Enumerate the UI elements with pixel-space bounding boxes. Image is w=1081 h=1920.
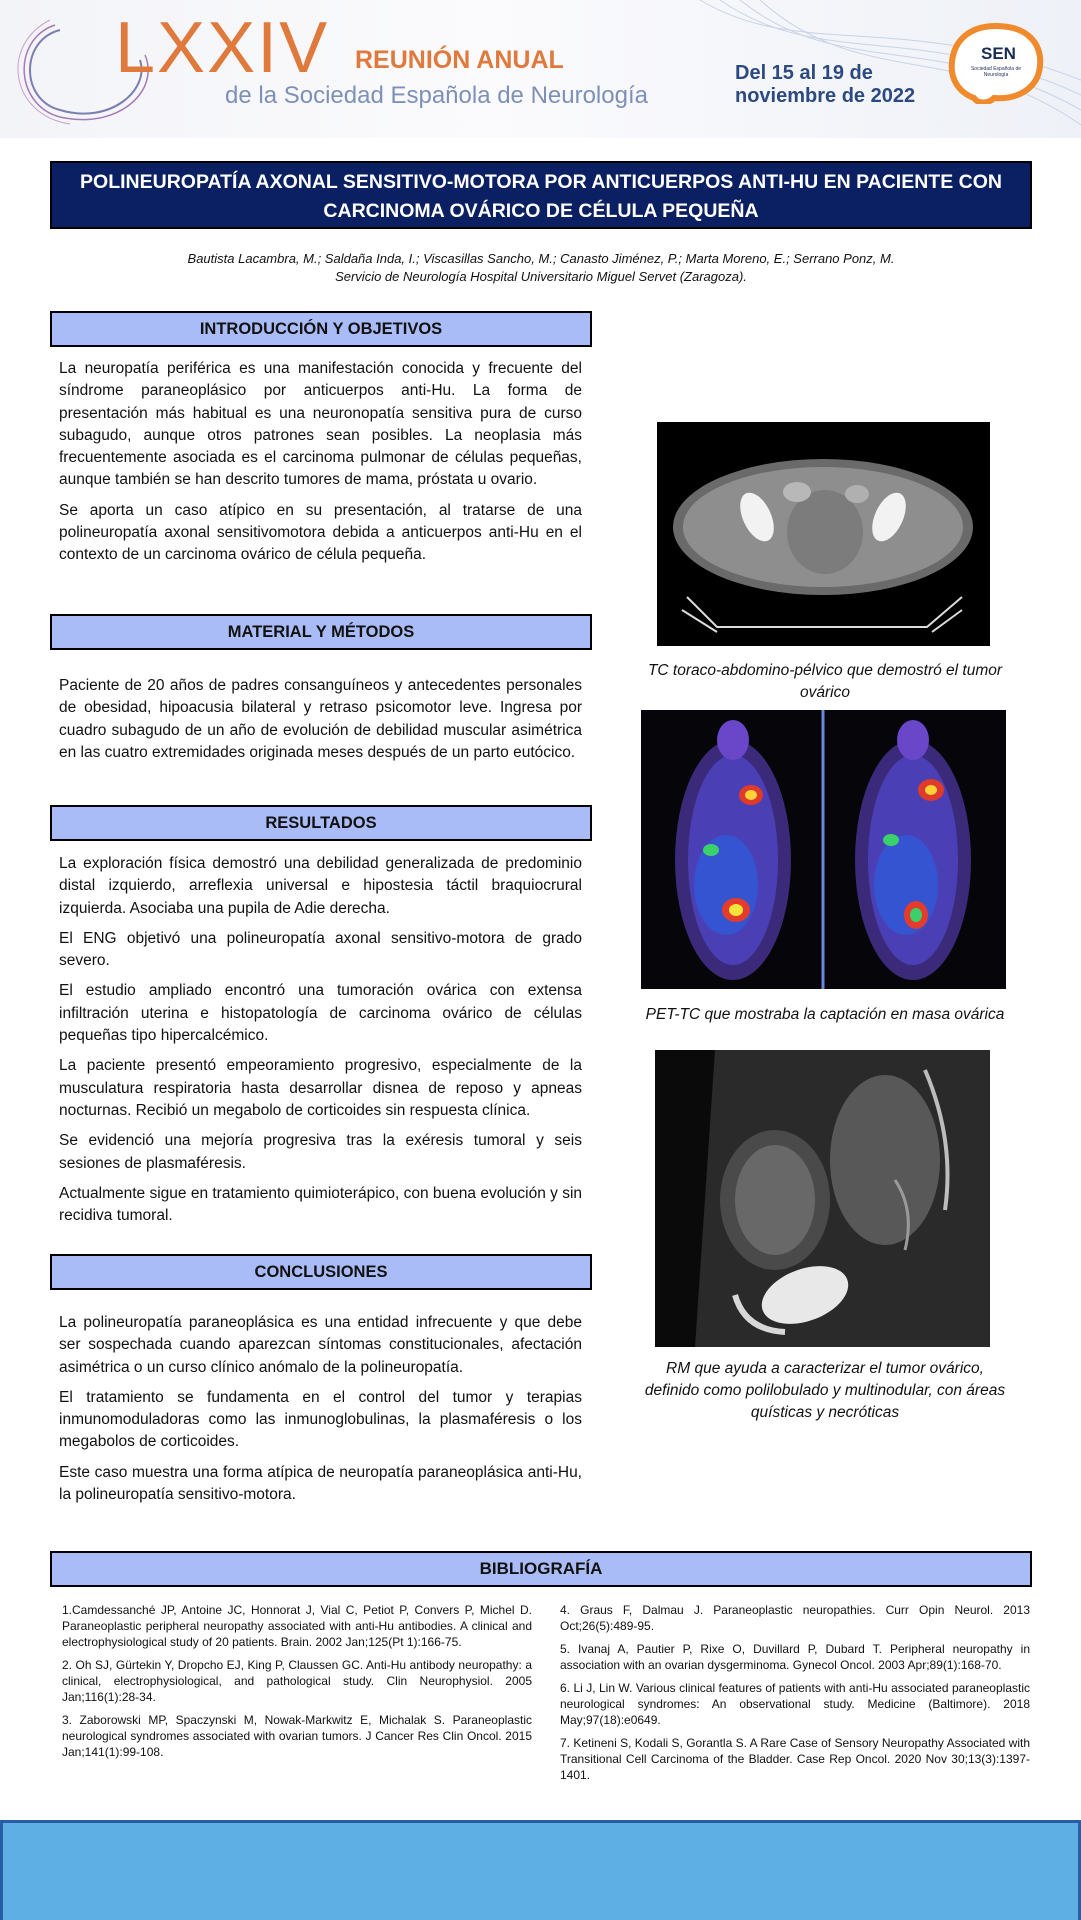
authors-block — [50, 250, 1032, 286]
mri-caption: RM que ayuda a caracterizar el tumor ovárico, definido como polilobulado y multinodular, con áreas quísticas y necróticas — [644, 1360, 1006, 1421]
intro-heading: INTRODUCCIÓN Y OBJETIVOS — [50, 311, 592, 347]
reunion-anual-label: REUNIÓN ANUAL — [355, 46, 564, 74]
header-banner — [0, 0, 1081, 138]
ct-caption: TC toraco-abdomino-pélvico que demostró el tumor ovárico — [647, 662, 1003, 701]
methods-paragraph-1: Paciente de 20 años de padres consanguíneos y antecedentes personales de obesidad, hipoacusia bilateral y retraso psicomotor leve. Ingresa por cuadro subagudo de un año de evolución de debilidad muscular asimétrica en las cuatro extremidades originada meses después de un parto eutócico. — [59, 677, 582, 761]
reference-item: 1.Camdessanché JP, Antoine JC, Honnorat J, Vial C, Petiot P, Convers P, Michel D. Paraneoplastic peripheral neuropathy associated with anti-Hu antibodies. A clinical and electrophysiological study of 20 patients. Brain. 2002 Jan;125(Pt 1):166-75. — [62, 1603, 532, 1649]
intro-paragraph-2: Se aporta un caso atípico en su presentación, al tratarse de una polineuropatía axonal sensitivomotora debida a anticuerpos anti-Hu en el contexto de un carcinoma ovárico de célula pequeña. — [59, 501, 582, 564]
edition-number: LXXIV — [115, 8, 330, 88]
mri-image — [655, 1050, 990, 1347]
results-text — [59, 853, 582, 1235]
bibliography-heading: BIBLIOGRAFÍA — [50, 1551, 1032, 1587]
sen-logo-subtext: Sociedad Española de Neurología — [970, 66, 1022, 78]
footer-band — [0, 1820, 1081, 1920]
results-paragraph-6: Actualmente sigue en tratamiento quimioterápico, con buena evolución y sin recidiva tumoral. — [59, 1184, 583, 1225]
results-paragraph-5: Se evidenció una mejoría progresiva tras la exéresis tumoral y seis sesiones de plasmaféresis. — [59, 1132, 582, 1172]
bibliography-right-column — [560, 1602, 1030, 1790]
poster-title: POLINEUROPATÍA AXONAL SENSITIVO-MOTORA POR ANTICUERPOS ANTI-HU EN PACIENTE CON CARCINOMA OVÁRICO DE CÉLULA PEQUEÑA — [50, 161, 1032, 229]
intro-paragraph-1: La neuropatía periférica es una manifestación conocida y frecuente del síndrome paraneoplásico por anticuerpos anti-Hu. La forma de presentación más habitual es una neuronopatía sensitiva pura de curso subagudo, aunque otros patrones sean posibles. La neoplasia más frecuentemente asociada es el carcinoma pulmonar de células pequeñas, aunque también se han descrito tumores de mama, próstata u ovario. — [59, 360, 582, 489]
results-paragraph-1: La exploración física demostró una debilidad generalizada de predominio distal izquierdo, arreflexia universal e hipostesia táctil braquiocrural izquierda. Asociaba una pupila de Adie derecha. — [59, 855, 582, 917]
results-paragraph-4: La paciente presentó empeoramiento progresivo, especialmente de la musculatura respiratoria hasta desarrollar disnea de reposo y apneas nocturnas. Recibió un megabolo de corticoides sin respuesta clínica. — [59, 1057, 582, 1119]
conclusions-heading: CONCLUSIONES — [50, 1254, 592, 1290]
methods-heading: MATERIAL Y MÉTODOS — [50, 614, 592, 650]
pet-ct-caption: PET-TC que mostraba la captación en masa ovárica — [645, 1006, 1005, 1023]
conclusions-paragraph-1: La polineuropatía paraneoplásica es una entidad infrecuente y que debe ser sospechada cuando aparezcan síntomas constitucionales, afectación asimétrica o un curso clínico anómalo de la polineuropatía. — [59, 1314, 582, 1376]
sen-logo-text: SEN — [981, 44, 1016, 63]
affiliation: Servicio de Neurología Hospital Universitario Miguel Servet (Zaragoza). — [335, 269, 747, 284]
reference-item: 6. Li J, Lin W. Various clinical features of patients with anti-Hu associated paraneoplastic neurological syndromes: An observational study. Medicine (Baltimore). 2018 May;97(18):e0649. — [560, 1681, 1030, 1727]
reference-item: 5. Ivanaj A, Pautier P, Rixe O, Duvillard P, Dubard T. Peripheral neuropathy in association with an ovarian dysgerminoma. Gynecol Oncol. 2003 Apr;89(1):168-70. — [560, 1642, 1030, 1672]
authors-list: Bautista Lacambra, M.; Saldaña Inda, I.; Viscasillas Sancho, M.; Canasto Jiménez, P.; Marta Moreno, E.; Serrano Ponz, M. — [187, 251, 895, 266]
reference-item: 2. Oh SJ, Gürtekin Y, Dropcho EJ, King P, Claussen GC. Anti-Hu antibody neuropathy: a clinical, electrophysiological, and pathological study. Clin Neurophysiol. 2005 Jan;116(1):28-34. — [62, 1658, 532, 1704]
dates-line-2: noviembre de 2022 — [735, 85, 916, 107]
bibliography-left-column — [62, 1602, 532, 1767]
dates-line-1: Del 15 al 19 de — [735, 62, 873, 84]
results-paragraph-3: El estudio ampliado encontró una tumoración ovárica con extensa infiltración uterina e histopatología de carcinoma ovárico de células pequeñas tipo hipercalcémico. — [59, 982, 582, 1045]
conclusions-paragraph-3: Este caso muestra una forma atípica de neuropatía paraneoplásica anti-Hu, la polineuropatía sensitivo-motora. — [59, 1463, 582, 1504]
reference-item: 7. Ketineni S, Kodali S, Gorantla S. A Rare Case of Sensory Neuropathy Associated with Transitional Cell Carcinoma of the Bladder. Case Rep Oncol. 2020 Nov 30;13(3):1397-1401. — [560, 1736, 1030, 1782]
conclusions-paragraph-2: El tratamiento se fundamenta en el control del tumor y terapias inmunomoduladoras como las inmunoglobulinas, la plasmaféresis o los megabolos de corticoides. — [59, 1388, 582, 1451]
results-paragraph-2: El ENG objetivó una polineuropatía axonal sensitivo-motora de grado severo. — [59, 929, 582, 970]
results-heading: RESULTADOS — [50, 805, 592, 841]
pet-ct-image — [641, 710, 1006, 989]
reference-item: 3. Zaborowski MP, Spaczynski M, Nowak-Markwitz E, Michalak S. Paraneoplastic neurological syndromes associated with ovarian tumors. J Cancer Res Clin Oncol. 2015 Jan;141(1):99-108. — [62, 1713, 532, 1759]
conclusions-text — [59, 1312, 582, 1514]
intro-text — [59, 358, 582, 575]
event-dates — [735, 62, 915, 108]
ct-scan-image — [657, 422, 990, 646]
society-name: de la Sociedad Española de Neurología — [225, 82, 648, 109]
methods-text — [59, 675, 582, 772]
reference-item: 4. Graus F, Dalmau J. Paraneoplastic neuropathies. Curr Opin Neurol. 2013 Oct;26(5):489-95. — [560, 1603, 1030, 1633]
